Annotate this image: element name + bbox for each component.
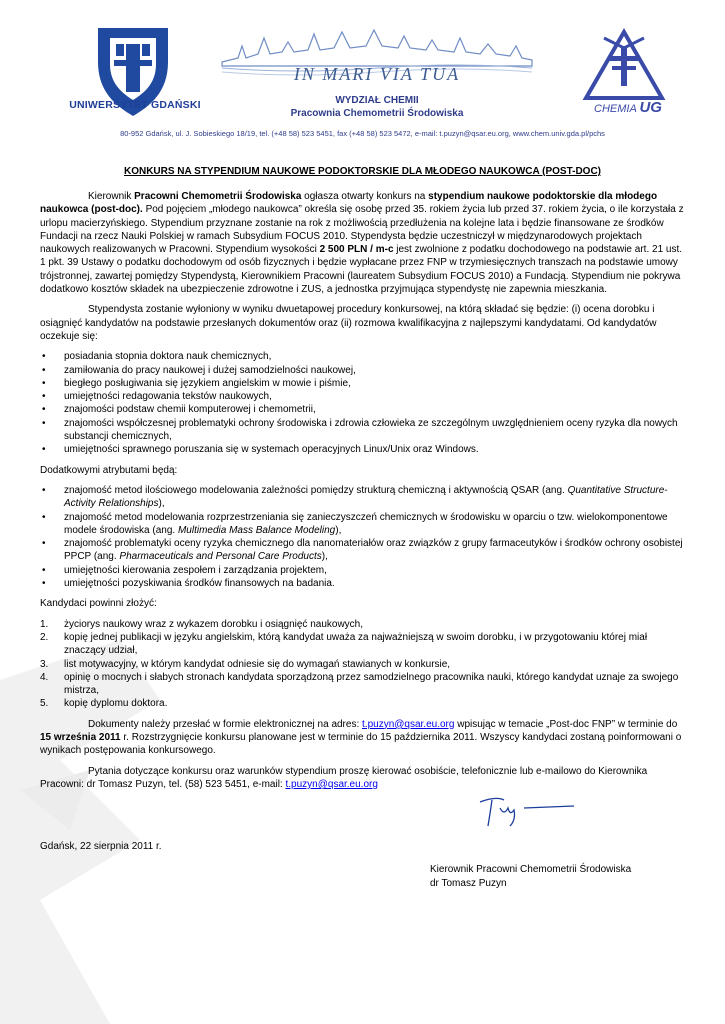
university-name: UNIWERSYTET GDAŃSKI	[69, 99, 201, 111]
list-item: • umiejętności redagowania tekstów naukowych,	[40, 390, 685, 403]
place-date: Gdańsk, 22 sierpnia 2011 r.	[40, 841, 162, 853]
faculty-name: WYDZIAŁ CHEMII	[335, 95, 419, 106]
list-item: • umiejętności kierowania zespołem i zarządzania projektem,	[40, 564, 685, 577]
list-item: • znajomość metod modelowania rozprzestrzeniania się zanieczyszczeń chemicznych w środowisku w oparciu o tzw. wielokomponentowe modele środowiska (ang. Multimedia Mass Balance Modeling),	[40, 511, 685, 538]
list-item: • znajomości współczesnej problematyki ochrony środowiska i zdrowia człowieka ze szczególnym uwzględnieniem oceny ryzyka dla nowych substancji chemicznych,	[40, 417, 685, 444]
document-body	[40, 190, 685, 918]
paragraph-intro: Kierownik Pracowni Chemometrii Środowiska ogłasza otwarty konkurs na stypendium naukowe podoktorskie dla młodego naukowca (post-doc). Pod pojęciem „młodego naukowca” określa się osobę przed 35. rokiem życia lub przed 37. rokiem życia, o ile korzystała z urlopu macierzyńskiego. Stypendium przyznane zostanie na rok z możliwością przedłużenia na kolejne lata i będzie finansowane ze środków Fundacji na rzecz Nauki Polskiej w ramach Subsydium FOCUS 2010. Stypendysta będzie uczestniczył w międzynarodowych projektach naukowych realizowanych w Pracowni. Stypendium wysokości 2 500 PLN / m-c jest zwolnione z podatku dochodowego na podstawie art. 21 ust. 1 pkt. 39 Ustawy o podatku dochodowym od osób fizycznych i będzie wypłacane przez FNP w trzymiesięcznych transzach na podstawie umowy trójstronnej, zawartej pomiędzy Stypendystą, Kierownikiem Pracowni (laureatem Subsydium FOCUS 2010) a Fundacją. Stypendium nie pokrywa dodatkowo kosztów składek na ubezpieczenie zdrowotne i ZUS, a jednostka przyjmująca stypendystę nie zapewnia mieszkania.	[40, 191, 684, 296]
motto: IN MARI VIA TUA	[293, 64, 461, 84]
paragraph-procedure: Stypendysta zostanie wyłoniony w wyniku dwuetapowej procedury konkursowej, na którą składać się będzie: (i) ocena dorobku i osiągnięć kandydatów na podstawie przesłanych dokumentów oraz (ii) rozmowa kwalifikacyjna z najlepszymi kandydatami. Od kandydatów oczekuje się:	[40, 304, 657, 342]
signatory-title: Kierownik Pracowni Chemometrii Środowiska	[430, 864, 632, 876]
signatory-name: dr Tomasz Puzyn	[430, 878, 507, 890]
list-item: • znajomość metod ilościowego modelowania zależności pomiędzy strukturą chemiczną i aktywnością QSAR (ang. Quantitative Structure-Activity Relationships),	[40, 484, 685, 511]
requirements-list	[40, 350, 685, 456]
list-item: • umiejętności pozyskiwania środków finansowych na badania.	[40, 577, 685, 590]
lab-name: Pracownia Chemometrii Środowiska	[290, 108, 464, 119]
list-item: 2. kopię jednej publikacji w języku angielskim, którą kandydat uważa za najważniejszą w swoim dorobku, i w przygotowaniu której miał znaczący udział,	[40, 631, 648, 657]
handwritten-signature	[474, 792, 584, 832]
contact-address: 80-952 Gdańsk, ul. J. Sobieskiego 18/19, tel. (+48 58) 523 5451, fax (+48 58) 523 5472, e-mail: t.puzyn@qsar.eu.org, www.chem.univ.gda.pl/pchs	[120, 129, 605, 138]
documents-intro: Kandydaci powinni złożyć:	[40, 598, 157, 610]
gdansk-skyline-icon	[218, 28, 536, 98]
signature-block	[40, 798, 685, 918]
list-item: 5. kopię dyplomu doktora.	[40, 698, 168, 710]
email-link[interactable]: t.puzyn@qsar.eu.org	[285, 778, 378, 790]
list-item: 1. życiorys naukowy wraz z wykazem dorobku i osiągnięć naukowych,	[40, 618, 364, 630]
paragraph-questions: Pytania dotyczące konkursu oraz warunków stypendium proszę kierować osobiście, telefonicznie lub e-mailowo do Kierownika Pracowni: dr Tomasz Puzyn, tel. (58) 523 5451, e-mail: t.puzyn@qsar.eu.org	[40, 765, 648, 790]
list-item: • zamiłowania do pracy naukowej i dużej samodzielności naukowej,	[40, 364, 685, 377]
list-item: • umiejętności sprawnego poruszania się w systemach operacyjnych Linux/Unix oraz Windows.	[40, 443, 685, 456]
email-link[interactable]: t.puzyn@qsar.eu.org	[362, 718, 455, 730]
list-item: 4. opinię o mocnych i słabych stronach kandydata sporządzoną przez samodzielnego pracownika nauki, którego kandydat uznaje za swojego mistrza,	[40, 671, 679, 697]
list-item: • znajomość problematyki oceny ryzyka chemicznego dla nanomateriałów oraz związków z grupy farmaceutyków i środków ochrony osobistej PPCP (ang. Pharmaceuticals and Personal Care Products),	[40, 537, 685, 564]
chemia-ug-logo-icon	[574, 28, 674, 103]
documents-list	[40, 618, 685, 711]
extras-intro: Dodatkowymi atrybutami będą:	[40, 464, 178, 476]
list-item: • posiadania stopnia doktora nauk chemicznych,	[40, 350, 685, 363]
letterhead	[0, 0, 725, 150]
list-item: 3. list motywacyjny, w którym kandydat odniesie się do wymagań stawianych w konkursie,	[40, 658, 451, 670]
list-item: • znajomości podstaw chemii komputerowej i chemometrii,	[40, 403, 685, 416]
chemia-ug-label: CHEMIA UG	[594, 99, 662, 116]
page-title: KONKURS NA STYPENDIUM NAUKOWE PODOKTORSKIE DLA MŁODEGO NAUKOWCA (POST-DOC)	[123, 166, 602, 177]
paragraph-submission: Dokumenty należy przesłać w formie elektronicznej na adres: t.puzyn@qsar.eu.org wpisując w temacie „Post-doc FNP” w terminie do 15 września 2011 r. Rozstrzygnięcie konkursu planowane jest w terminie do 15 października 2011. Wszyscy kandydaci zostaną poinformowani o wynikach postępowania konkursowego.	[40, 718, 682, 757]
list-item: • biegłego posługiwania się językiem angielskim w mowie i piśmie,	[40, 377, 685, 390]
extras-list	[40, 484, 685, 590]
